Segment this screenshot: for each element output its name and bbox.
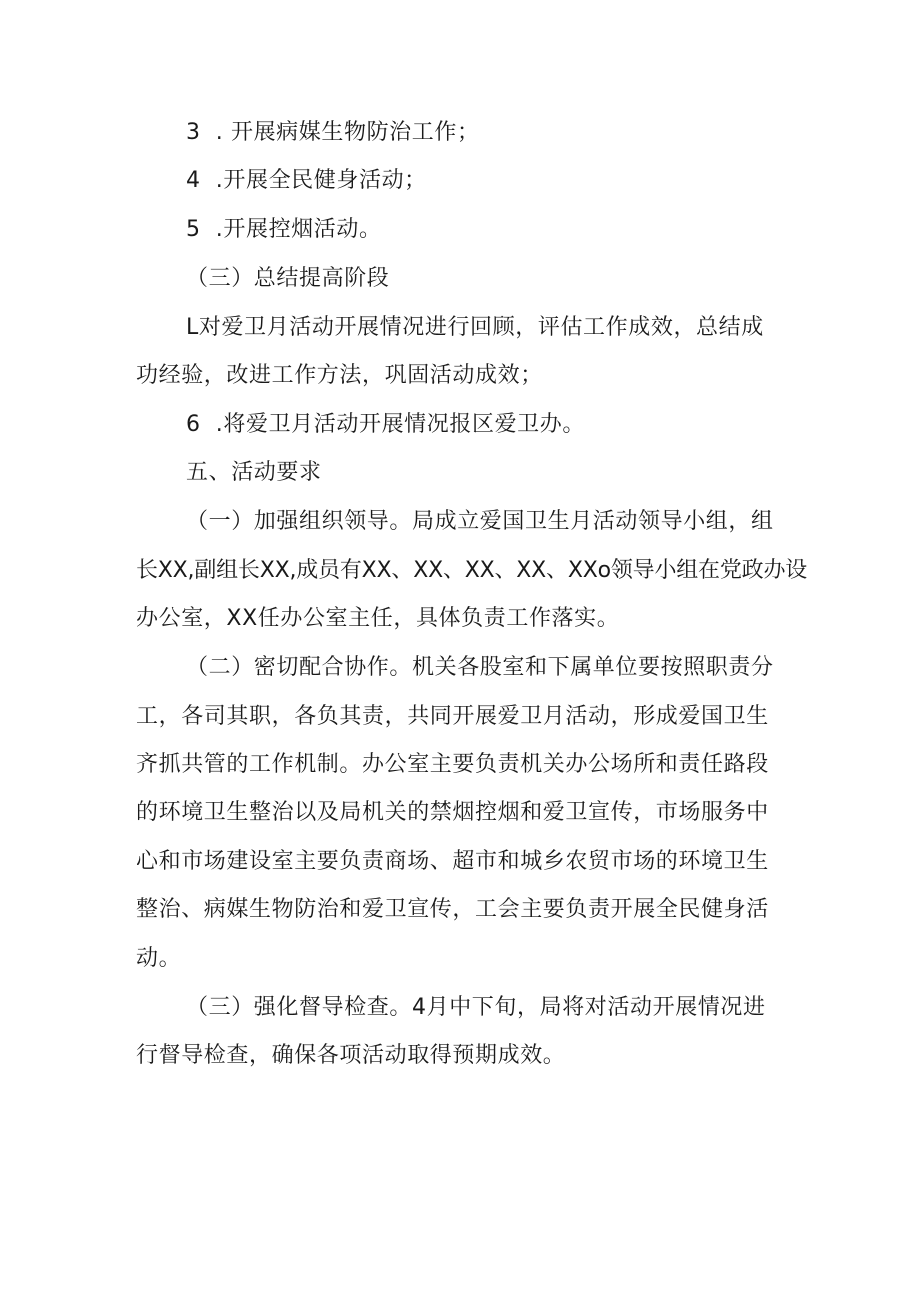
list-item-5: 5 .开展控烟活动。	[186, 217, 382, 242]
paragraph-line: 办公室，XX任办公室主任，具体负责工作落实。	[136, 606, 620, 631]
paragraph-line: 行督导检查，确保各项活动取得预期成效。	[136, 1043, 566, 1068]
paragraph-line: （三）强化督导检查。4月中下旬，局将对活动开展情况进	[186, 995, 766, 1020]
section-heading-summary-stage: （三）总结提高阶段	[186, 266, 390, 291]
paragraph-line: 的环境卫生整治以及局机关的禁烟控烟和爱卫宣传，市场服务中	[136, 800, 769, 825]
paragraph-line: L对爱卫月活动开展情况进行回顾，评估工作成效，总结成	[186, 315, 764, 340]
list-item-6: 6 .将爱卫月活动开展情况报区爱卫办。	[186, 412, 585, 437]
paragraph-line: 齐抓共管的工作机制。办公室主要负责机关办公场所和责任路段	[136, 752, 769, 777]
paragraph-line: （二）密切配合协作。机关各股室和下属单位要按照职责分	[186, 655, 774, 680]
paragraph-line: 功经验，改进工作方法，巩固活动成效；	[136, 363, 543, 388]
section-heading-activity-requirements: 五、活动要求	[186, 460, 322, 485]
paragraph-line: 整治、病媒生物防治和爱卫宣传，工会主要负责开展全民健身活	[136, 897, 769, 922]
paragraph-line: 工，各司其职，各负其责，共同开展爱卫月活动，形成爱国卫生	[136, 704, 769, 729]
list-item-4: 4 .开展全民健身活动；	[186, 168, 427, 193]
paragraph-line: （一）加强组织领导。局成立爱国卫生月活动领导小组，组	[186, 509, 774, 534]
paragraph-line: 长XX,副组长XX,成员有XX、XX、XX、XX、XXo领导小组在党政办设	[136, 558, 808, 583]
paragraph-line: 动。	[136, 946, 182, 971]
paragraph-line: 心和市场建设室主要负责商场、超市和城乡农贸市场的环境卫生	[136, 849, 769, 874]
list-item-3: 3 . 开展病媒生物防治工作；	[186, 120, 480, 145]
